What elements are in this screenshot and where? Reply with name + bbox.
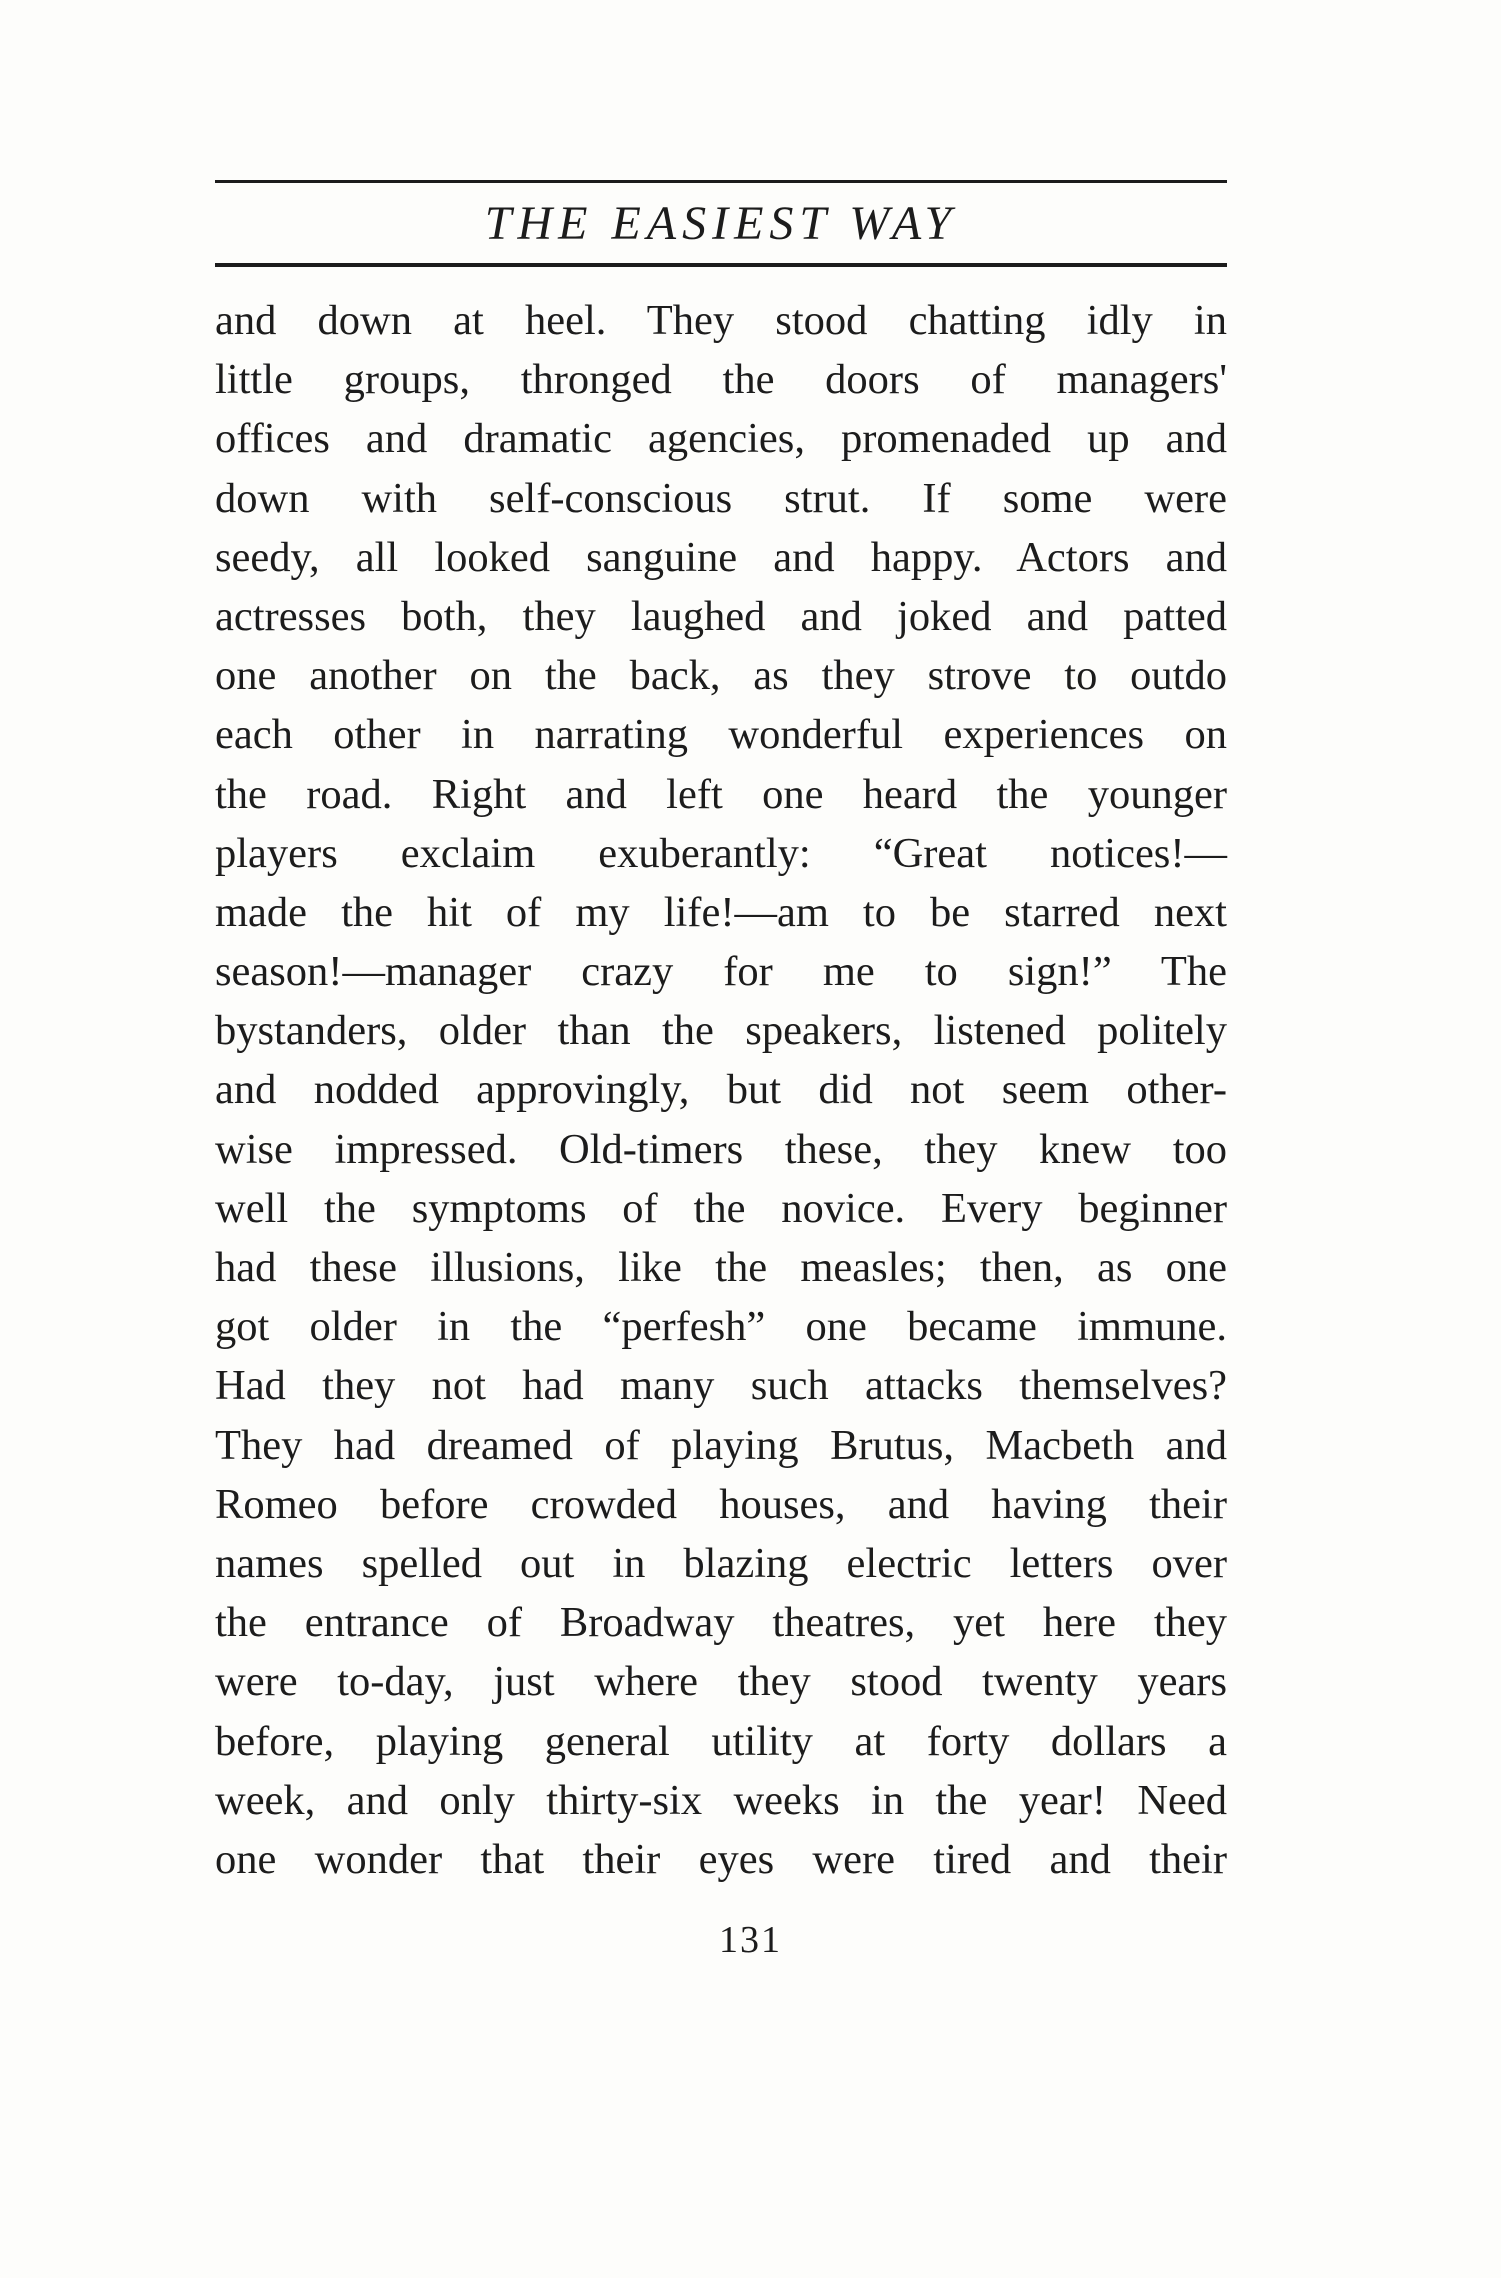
- text-line: They had dreamed of playing Brutus, Macbeth and: [215, 1421, 1227, 1469]
- text-line: had these illusions, like the measles; then, as one: [215, 1244, 1227, 1291]
- text-line: offices and dramatic agencies, promenaded up and: [215, 415, 1227, 463]
- page-number: 131: [719, 1919, 782, 1961]
- text-line: week, and only thirty-six weeks in the year! Need: [215, 1776, 1227, 1824]
- body-text: [215, 291, 1227, 1889]
- text-line: one another on the back, as they strove to outdo: [215, 652, 1227, 700]
- text-line: actresses both, they laughed and joked and patted: [215, 592, 1227, 640]
- text-line: before, playing general utility at forty dollars a: [215, 1717, 1227, 1765]
- text-line: little groups, thronged the doors of managers': [215, 356, 1227, 404]
- text-line: down with self-conscious strut. If some were: [215, 474, 1227, 522]
- text-line: wise impressed. Old-timers these, they knew too: [215, 1125, 1227, 1173]
- text-line: Romeo before crowded houses, and having their: [215, 1480, 1227, 1528]
- text-line: players exclaim exuberantly: “Great notices!—: [215, 829, 1227, 877]
- text-line: Had they not had many such attacks themselves?: [215, 1362, 1227, 1410]
- text-line: bystanders, older than the speakers, listened politely: [215, 1007, 1227, 1055]
- text-line: season!—manager crazy for me to sign!” The: [215, 948, 1227, 996]
- text-line: the entrance of Broadway theatres, yet here they: [215, 1599, 1227, 1647]
- text-line: well the symptoms of the novice. Every beginner: [215, 1184, 1227, 1232]
- header-rule-bottom: [215, 263, 1227, 267]
- text-line: the road. Right and left one heard the younger: [215, 770, 1227, 818]
- text-line: and down at heel. They stood chatting idly in: [215, 297, 1227, 344]
- header-rule-top: [215, 180, 1227, 183]
- text-line: seedy, all looked sanguine and happy. Actors and: [215, 533, 1227, 581]
- running-head: THE EASIEST WAY: [484, 197, 958, 250]
- text-line: got older in the “perfesh” one became immune.: [215, 1303, 1227, 1351]
- text-line: each other in narrating wonderful experiences on: [215, 711, 1227, 759]
- text-line: names spelled out in blazing electric letters over: [215, 1539, 1227, 1587]
- text-line: made the hit of my life!—am to be starred next: [215, 888, 1227, 936]
- text-line: and nodded approvingly, but did not seem other-: [215, 1066, 1227, 1114]
- text-line: one wonder that their eyes were tired and their: [215, 1835, 1227, 1883]
- text-line: were to-day, just where they stood twenty years: [215, 1658, 1227, 1706]
